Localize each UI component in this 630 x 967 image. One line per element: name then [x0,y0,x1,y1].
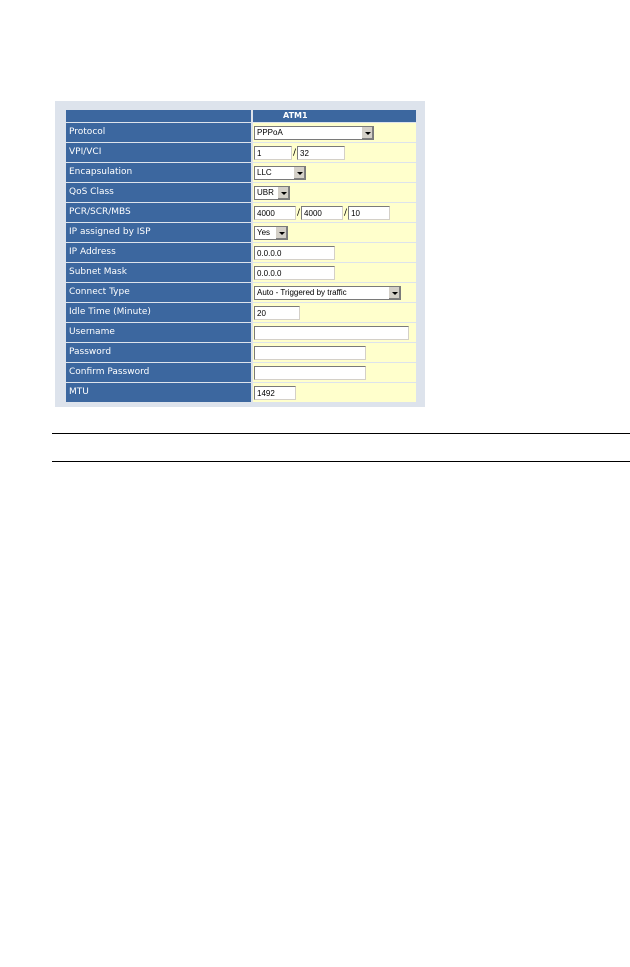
row-password [66,343,416,362]
qos-select[interactable] [254,186,290,200]
protocol-value: PPPoA [257,127,283,137]
idle-time-label: Idle Time (Minute) [66,303,251,322]
ip-assigned-value: Yes [257,227,271,237]
subnet-mask-input[interactable]: 0.0.0.0 [254,266,335,280]
row-protocol [66,123,416,142]
atm-settings-table [66,110,416,403]
row-encapsulation [66,163,416,182]
encapsulation-value: LLC [257,167,272,177]
row-qos [66,183,416,202]
password-label: Password [66,343,251,362]
ip-assigned-label: IP assigned by ISP [66,223,251,242]
connect-type-select[interactable] [254,286,401,300]
encapsulation-select[interactable] [254,166,306,180]
row-idle-time [66,303,416,322]
confirm-password-input[interactable] [254,366,366,380]
subnet-mask-label: Subnet Mask [66,263,251,282]
scr-separator: / [344,207,348,218]
vpivci-label: VPI/VCI [66,143,251,162]
vpivci-separator: / [293,147,297,158]
chevron-down-icon [277,187,289,199]
mbs-input[interactable]: 10 [348,206,390,220]
chevron-down-icon [361,127,373,139]
vci-input[interactable]: 32 [297,146,345,160]
pcr-separator: / [297,207,301,218]
row-connect-type [66,283,416,302]
pcr-input[interactable]: 4000 [254,206,296,220]
row-confirm-password [66,363,416,382]
connect-type-value: Auto - Triggered by traffic [257,287,347,297]
table-header [66,110,416,122]
encapsulation-label: Encapsulation [66,163,251,182]
row-vpivci [66,143,416,162]
username-label: Username [66,323,251,342]
idle-time-input[interactable]: 20 [254,306,300,320]
row-ip-assigned [66,223,416,242]
mtu-input[interactable]: 1492 [254,386,296,400]
chevron-down-icon [293,167,305,179]
password-input[interactable] [254,346,366,360]
chevron-down-icon [275,227,287,239]
header-title: ATM1 [253,110,416,122]
pcr-label: PCR/SCR/MBS [66,203,251,222]
divider-bottom [52,461,630,462]
ip-assigned-select[interactable] [254,226,288,240]
divider-top [52,433,630,434]
protocol-select[interactable] [254,126,374,140]
header-label [66,110,251,122]
username-input[interactable] [254,326,409,340]
confirm-password-label: Confirm Password [66,363,251,382]
row-mtu [66,383,416,402]
ip-address-label: IP Address [66,243,251,262]
qos-label: QoS Class [66,183,251,202]
chevron-down-icon [388,287,400,299]
row-ip-address [66,243,416,262]
scr-input[interactable]: 4000 [301,206,343,220]
connect-type-label: Connect Type [66,283,251,302]
mtu-label: MTU [66,383,251,402]
ip-address-input[interactable]: 0.0.0.0 [254,246,335,260]
row-pcr-scr-mbs [66,203,416,222]
protocol-label: Protocol [66,123,251,142]
qos-value: UBR [257,187,274,197]
vpi-input[interactable]: 1 [254,146,292,160]
row-subnet-mask [66,263,416,282]
row-username [66,323,416,342]
